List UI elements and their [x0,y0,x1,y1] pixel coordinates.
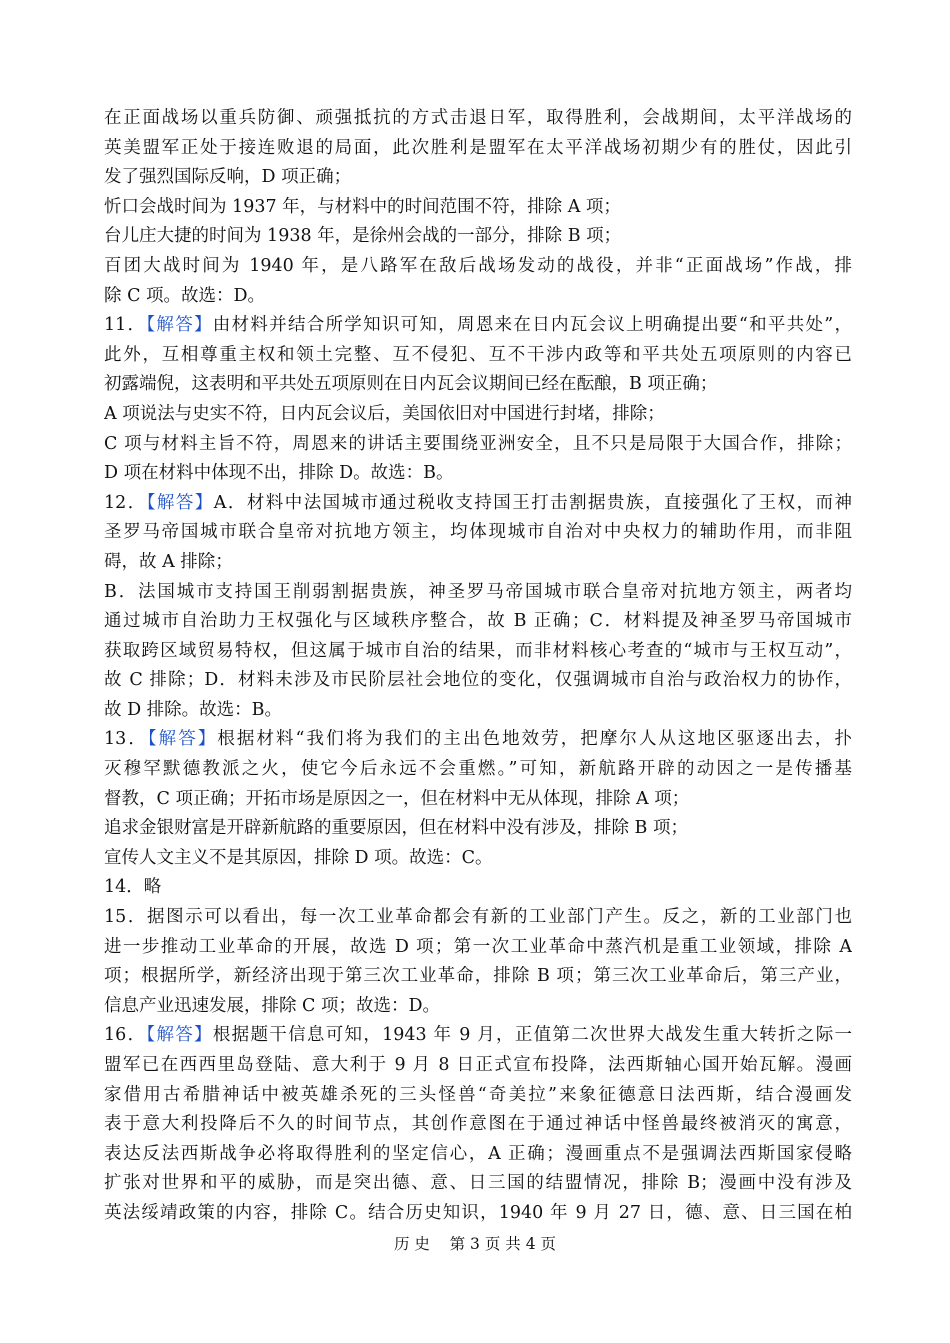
question-number: 16． [104,1025,147,1046]
question-number: 11． [104,315,147,336]
text-line [104,163,852,193]
line-text: D 项在材料中体现不出，排除 D。故选：B。 [104,463,454,484]
line-text: 忻口会战时间为 1937 年，与材料中的时间范围不符，排除 A 项； [104,196,621,217]
text-line [104,548,852,578]
text-line [104,282,852,312]
text-line [104,844,852,874]
answer-tag: 【解答】 [146,1025,213,1046]
text-line [104,518,852,548]
line-text: 百团大战时间为 1940 年，是八路军在敌后战场发动的战役，并非“正面战场”作战，排 [104,255,852,276]
text-line [104,666,852,696]
line-text: 由材料并结合所学知识可知，周恩来在日内瓦会议上明确提出要“和平共处”， [212,315,852,336]
line-text: 信息产业迅速发展，排除 C 项；故选：D。 [104,995,441,1016]
text-line [104,1051,852,1081]
line-text: 初露端倪，这表明和平共处五项原则在日内瓦会议期间已经在酝酿，B 项正确； [104,374,718,395]
text-line [104,1110,852,1140]
line-text: 通过城市自治助力王权强化与区域秩序整合，故 B 正确；C．材料提及神圣罗马帝国城市 [104,611,852,632]
answer-tag: 【解答】 [146,315,213,336]
text-line [104,873,852,903]
page-footer: 历 史 第 3 页 共 4 页 [394,1235,556,1253]
question-number: 13． [104,729,148,750]
line-text: 故 C 排除；D．材料未涉及市民阶层社会地位的变化，仅强调城市自治与政治权力的协作， [104,670,852,691]
question-number: 12． [104,492,147,513]
line-text: 盟军已在西西里岛登陆、意大利于 9 月 8 日正式宣布投降，法西斯轴心国开始瓦解。漫画 [104,1055,852,1075]
text-line [104,459,852,489]
text-line [104,637,852,667]
text-line [104,311,852,341]
text-line [104,430,852,460]
line-text: B．法国城市支持国王削弱割据贵族，神圣罗马帝国城市联合皇帝对抗地方领主，两者均 [104,581,852,602]
line-text: 略 [143,877,162,898]
line-text: C 项与材料主旨不符，周恩来的讲话主要围绕亚洲安全，且不只是局限于大国合作，排除； [104,433,852,454]
text-line [104,193,852,223]
line-text: 发了强烈国际反响，D 项正确； [104,167,352,188]
line-text: 此外，互相尊重主权和领土完整、互不侵犯、互不干涉内政等和平共处五项原则的内容已 [104,344,852,365]
text-line [104,992,852,1022]
line-text: 家借用古希腊神话中被英雄杀死的三头怪兽“奇美拉”来象征德意日法西斯，结合漫画发 [104,1084,852,1105]
line-text: A．材料中法国城市通过税收支持国王打击割据贵族，直接强化了王权，而神 [213,492,852,513]
text-line [104,400,852,430]
text-line [104,1140,852,1170]
text-line [104,785,852,815]
text-line [104,696,852,726]
line-text: 项；根据所学，新经济出现于第三次工业革命，排除 B 项；第三次工业革命后，第三产业， [104,966,852,987]
line-text: 英法绥靖政策的内容，排除 C。结合历史知识，1940 年 9 月 27 日，德、意、日三国在柏 [104,1202,852,1223]
line-text: 根据材料“我们将为我们的主出色地效劳，把摩尔人从这地区驱逐出去，扑 [217,729,852,750]
line-text: 故 D 排除。故选：B。 [104,699,283,720]
text-line [104,1169,852,1199]
text-line [104,814,852,844]
line-text: 根据题干信息可知，1943 年 9 月，正值第二次世界大战发生重大转折之际一 [212,1025,852,1046]
text-line [104,1199,852,1229]
line-text: 督教，C 项正确；开拓市场是原因之一，但在材料中无从体现，排除 A 项； [104,788,690,809]
line-text: 表达反法西斯战争必将取得胜利的坚定信心，A 正确；漫画重点不是强调法西斯国家侵略 [104,1143,852,1164]
text-line [104,134,852,164]
text-line [104,222,852,252]
answer-tag: 【解答】 [147,729,218,750]
text-line [104,755,852,785]
line-text: 据图示可以看出，每一次工业革命都会有新的工业部门产生。反之，新的工业部门也 [146,907,852,928]
line-text: 获取跨区域贸易特权，但这属于城市自治的结果，而非材料核心考查的“城市与王权互动”， [104,640,852,661]
answer-tag: 【解答】 [146,492,214,513]
text-line [104,725,852,755]
line-text: 表于意大利投降后不久的时间节点，其创作意图在于通过神话中怪兽最终被消灭的寓意， [104,1114,852,1135]
text-line [104,578,852,608]
line-text: 扩张对世界和平的威胁，而是突出德、意、日三国的结盟情况，排除 B；漫画中没有涉及 [104,1173,852,1194]
line-text: 圣罗马帝国城市联合皇帝对抗地方领主，均体现城市自治对中央权力的辅助作用，而非阻 [104,522,852,543]
text-line [104,607,852,637]
text-line [104,1081,852,1111]
line-text: 英美盟军正处于接连败退的局面，此次胜利是盟军在太平洋战场初期少有的胜仗，因此引 [104,137,852,158]
line-text: 在正面战场以重兵防御、顽强抵抗的方式击退日军，取得胜利，会战期间，太平洋战场的 [104,108,852,128]
text-line [104,962,852,992]
text-line [104,341,852,371]
text-line [104,370,852,400]
line-text: 除 C 项。故选：D。 [104,285,266,306]
text-line [104,489,852,519]
line-text: 台儿庄大捷的时间为 1938 年，是徐州会战的一部分，排除 B 项； [104,226,622,247]
text-line [104,1021,852,1051]
question-number: 15． [104,907,147,928]
line-text: 宣传人文主义不是其原因，排除 D 项。故选：C。 [104,847,493,868]
text-line [104,903,852,933]
line-text: 追求金银财富是开辟新航路的重要原因，但在材料中没有涉及，排除 B 项； [104,818,688,839]
question-number: 14． [104,877,144,898]
line-text: 进一步推动工业革命的开展，故选 D 项；第一次工业革命中蒸汽机是重工业领域，排除 A [104,936,852,957]
line-text: 碍，故 A 排除； [104,551,233,572]
line-text: A 项说法与史实不符，日内瓦会议后，美国依旧对中国进行封堵，排除； [104,403,665,424]
text-line [104,104,852,134]
text-line [104,933,852,963]
text-line [104,252,852,282]
answer-body [104,104,852,1229]
line-text: 灭穆罕默德教派之火，使它今后永远不会重燃。”可知，新航路开辟的动因之一是传播基 [104,759,852,780]
